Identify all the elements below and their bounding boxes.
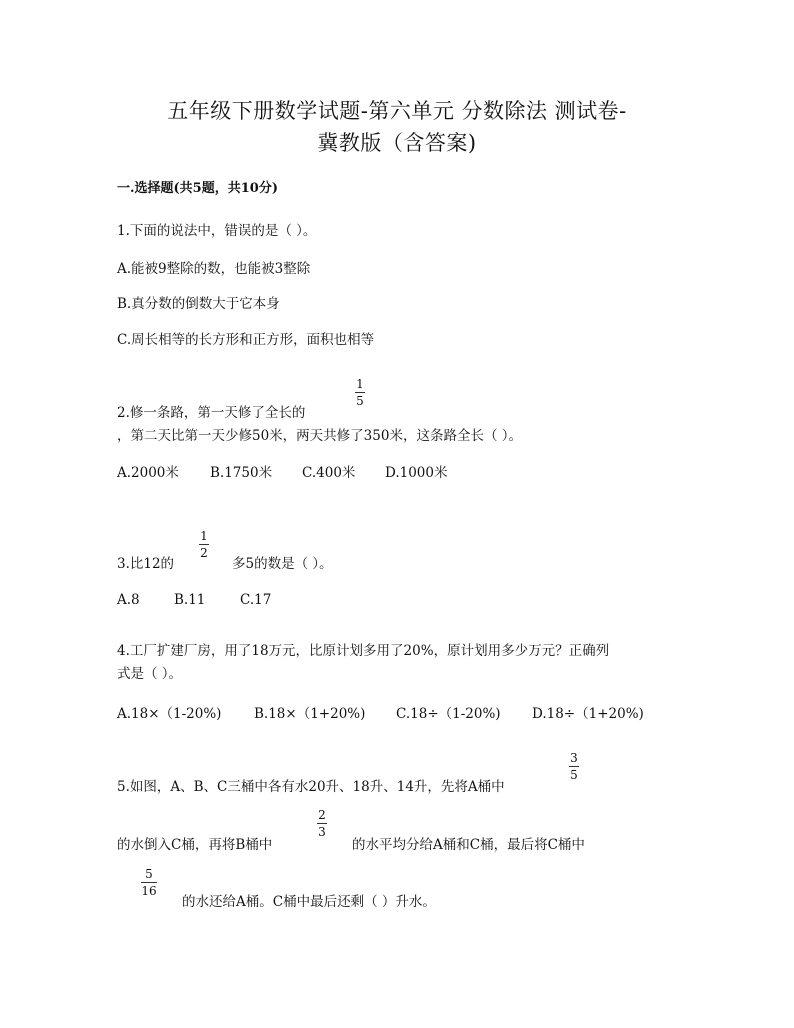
q3-fraction-denominator: 2	[200, 546, 208, 560]
fraction-bar	[317, 823, 327, 824]
q1-option-c: C.周长相等的长方形和正方形，面积也相等	[117, 332, 375, 348]
fraction-bar	[569, 766, 579, 767]
q4-option-d: D.18÷（1+20%)	[532, 706, 644, 722]
section-heading: 一.选择题(共5题，共10分)	[117, 181, 278, 196]
q2-stem-a: 2.修一条路，第一天修了全长的	[117, 405, 306, 421]
fraction-bar	[141, 882, 157, 883]
q3-option-b: B.11	[174, 592, 206, 608]
q1-option-b: B.真分数的倒数大于它本身	[117, 296, 280, 312]
q3-option-a: A.8	[117, 592, 140, 608]
q1-option-a: A.能被9整除的数，也能被3整除	[117, 261, 311, 277]
q5-fraction-2-denominator: 3	[318, 825, 326, 839]
q5-stem-d: 的水还给A桶。C桶中最后还剩（ ）升水。	[182, 894, 436, 910]
q2-fraction	[348, 377, 372, 408]
q5-fraction-3	[137, 867, 161, 898]
q3-fraction	[192, 529, 216, 560]
q5-fraction-3-denominator: 16	[141, 884, 157, 898]
q2-fraction-denominator: 5	[356, 394, 364, 408]
q5-stem-a: 5.如图，A、B、C三桶中各有水20升、18升、14升，先将A桶中	[117, 779, 505, 795]
q3-option-c: C.17	[240, 592, 272, 608]
doc-title-line2: 冀教版（含答案)	[317, 131, 477, 155]
q4-stem-line1: 4.工厂扩建厂房，用了18万元，比原计划多用了20%，原计划用多少万元？正确列	[117, 643, 610, 659]
q2-fraction-numerator: 1	[356, 377, 364, 391]
q3-fraction-numerator: 1	[200, 529, 208, 543]
doc-title-line1: 五年级下册数学试题-第六单元 分数除法 测试卷-	[167, 99, 627, 123]
q5-fraction-2-numerator: 2	[318, 808, 326, 822]
q2-option-a: A.2000米	[117, 465, 179, 481]
q4-option-a: A.18×（1-20%)	[117, 706, 222, 722]
q5-fraction-1-numerator: 3	[570, 751, 578, 765]
q1-stem: 1.下面的说法中，错误的是（ ）。	[117, 223, 317, 239]
q3-stem-b: 多5的数是（ ）。	[232, 556, 333, 572]
q2-stem-b: ，第二天比第一天少修50米，两天共修了350米，这条路全长（ ）。	[117, 428, 522, 444]
fraction-bar	[199, 544, 209, 545]
q4-stem-line2: 式是（ ）。	[117, 666, 183, 682]
q5-fraction-1	[562, 751, 586, 782]
q2-option-c: C.400米	[302, 465, 356, 481]
q5-fraction-1-denominator: 5	[570, 768, 578, 782]
q2-option-b: B.1750米	[210, 465, 273, 481]
fraction-bar	[355, 392, 365, 393]
q5-fraction-3-numerator: 5	[145, 867, 153, 881]
q5-stem-c: 的水平均分给A桶和C桶，最后将C桶中	[352, 837, 585, 853]
q2-option-d: D.1000米	[385, 465, 448, 481]
q3-stem-a: 3.比12的	[117, 556, 175, 572]
q5-fraction-2	[310, 808, 334, 839]
q4-option-b: B.18×（1+20%)	[254, 706, 366, 722]
q4-option-c: C.18÷（1-20%)	[396, 706, 501, 722]
q5-stem-b: 的水倒入C桶，再将B桶中	[117, 837, 273, 853]
